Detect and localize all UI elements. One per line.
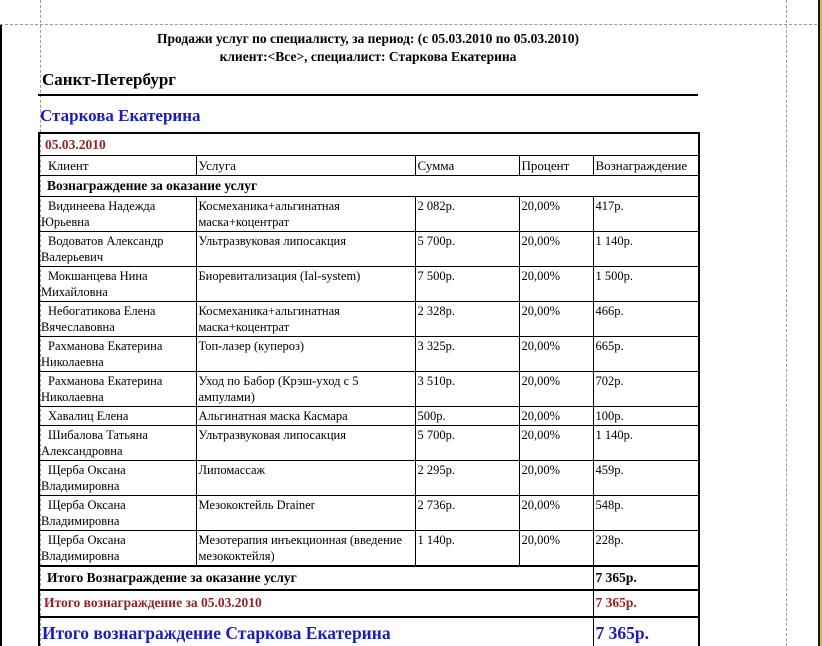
percent-cell: 20,00% [519,372,593,407]
sum-cell: 2 082р. [415,197,519,232]
total-row-specialist [39,617,699,646]
total-value: 7 365р. [593,566,699,590]
sum-cell: 2 736р. [415,496,519,531]
city-heading: Санкт-Петербург [38,69,698,96]
reward-cell: 1 500р. [593,267,699,302]
total-row-services [39,566,699,590]
sum-cell: 3 510р. [415,372,519,407]
reward-cell: 1 140р. [593,232,699,267]
group-header-row [39,176,699,197]
service-cell: Космеханика+альгинатная маска+коцентрат [196,197,415,232]
percent-cell: 20,00% [519,232,593,267]
table-row [39,232,699,267]
client-cell: Щерба Оксана Владимировна [39,496,196,531]
client-cell: Рахманова Екатерина Николаевна [39,372,196,407]
service-cell: Мезококтейль Drainer [196,496,415,531]
report-table [38,132,700,646]
total-value: 7 365р. [593,590,699,617]
reward-cell: 702р. [593,372,699,407]
table-row [39,407,699,426]
client-cell: Хавалиц Елена [39,407,196,426]
client-cell: Щерба Оксана Владимировна [39,531,196,567]
total-value: 7 365р. [593,617,699,646]
report-title [38,30,698,66]
date-cell: 05.03.2010 [39,133,699,156]
header-row [39,156,699,176]
total-label: Итого вознаграждение Старкова Екатерина [39,617,593,646]
percent-cell: 20,00% [519,426,593,461]
specialist-heading: Старкова Екатерина [40,106,201,125]
percent-cell: 20,00% [519,337,593,372]
report-title-line1: Продажи услуг по специалисту, за период: (с 05.03.2010 по 05.03.2010) [157,31,579,46]
service-cell: Альгинатная маска Касмара [196,407,415,426]
reward-cell: 466р. [593,302,699,337]
client-cell: Небогатикова Елена Вячеславовна [39,302,196,337]
percent-cell: 20,00% [519,496,593,531]
table-row [39,197,699,232]
table-row [39,302,699,337]
percent-cell: 20,00% [519,531,593,567]
table-row [39,461,699,496]
service-cell: Космеханика+альгинатная маска+коцентрат [196,302,415,337]
client-cell: Видинеева Надежда Юрьевна [39,197,196,232]
column-header-percent: Процент [519,156,593,176]
sum-cell: 1 140р. [415,531,519,567]
window-border-left [0,25,2,646]
reward-cell: 100р. [593,407,699,426]
client-cell: Водоватов Александр Валерьевич [39,232,196,267]
total-row-date [39,590,699,617]
client-cell: Рахманова Екатерина Николаевна [39,337,196,372]
page-break-line-vertical-right [786,0,787,646]
sum-cell: 5 700р. [415,232,519,267]
service-cell: Биоревитализация (Ial-system) [196,267,415,302]
percent-cell: 20,00% [519,407,593,426]
service-cell: Топ-лазер (купероз) [196,337,415,372]
column-header-reward: Вознаграждение [593,156,699,176]
service-cell: Уход по Бабор (Крэш-уход с 5 ампулами) [196,372,415,407]
service-cell: Липомассаж [196,461,415,496]
column-header-sum: Сумма [415,156,519,176]
reward-cell: 228р. [593,531,699,567]
percent-cell: 20,00% [519,461,593,496]
total-label: Итого Вознаграждение за оказание услуг [39,566,593,590]
table-row [39,496,699,531]
client-cell: Мокшанцева Нина Михайловна [39,267,196,302]
percent-cell: 20,00% [519,302,593,337]
report-page [38,0,698,646]
report-title-line2: клиент:<Все>, специалист: Старкова Екатерина [219,49,517,64]
reward-cell: 1 140р. [593,426,699,461]
table-row [39,426,699,461]
column-header-service: Услуга [196,156,415,176]
table-row [39,337,699,372]
table-row [39,372,699,407]
reward-cell: 417р. [593,197,699,232]
reward-cell: 548р. [593,496,699,531]
percent-cell: 20,00% [519,197,593,232]
sum-cell: 7 500р. [415,267,519,302]
table-row [39,531,699,567]
client-cell: Шибалова Татьяна Александровна [39,426,196,461]
percent-cell: 20,00% [519,267,593,302]
service-cell: Мезотерапия инъекционная (введение мезококтейля) [196,531,415,567]
sum-cell: 500р. [415,407,519,426]
total-label: Итого вознаграждение за 05.03.2010 [39,590,593,617]
sum-cell: 5 700р. [415,426,519,461]
table-row [39,267,699,302]
group-header-cell: Вознаграждение за оказание услуг [39,176,699,197]
service-cell: Ультразвуковая липосакция [196,232,415,267]
client-cell: Щерба Оксана Владимировна [39,461,196,496]
reward-cell: 459р. [593,461,699,496]
column-header-client: Клиент [39,156,196,176]
reward-cell: 665р. [593,337,699,372]
date-row [39,133,699,156]
sum-cell: 2 295р. [415,461,519,496]
sum-cell: 3 325р. [415,337,519,372]
service-cell: Ультразвуковая липосакция [196,426,415,461]
sum-cell: 2 328р. [415,302,519,337]
